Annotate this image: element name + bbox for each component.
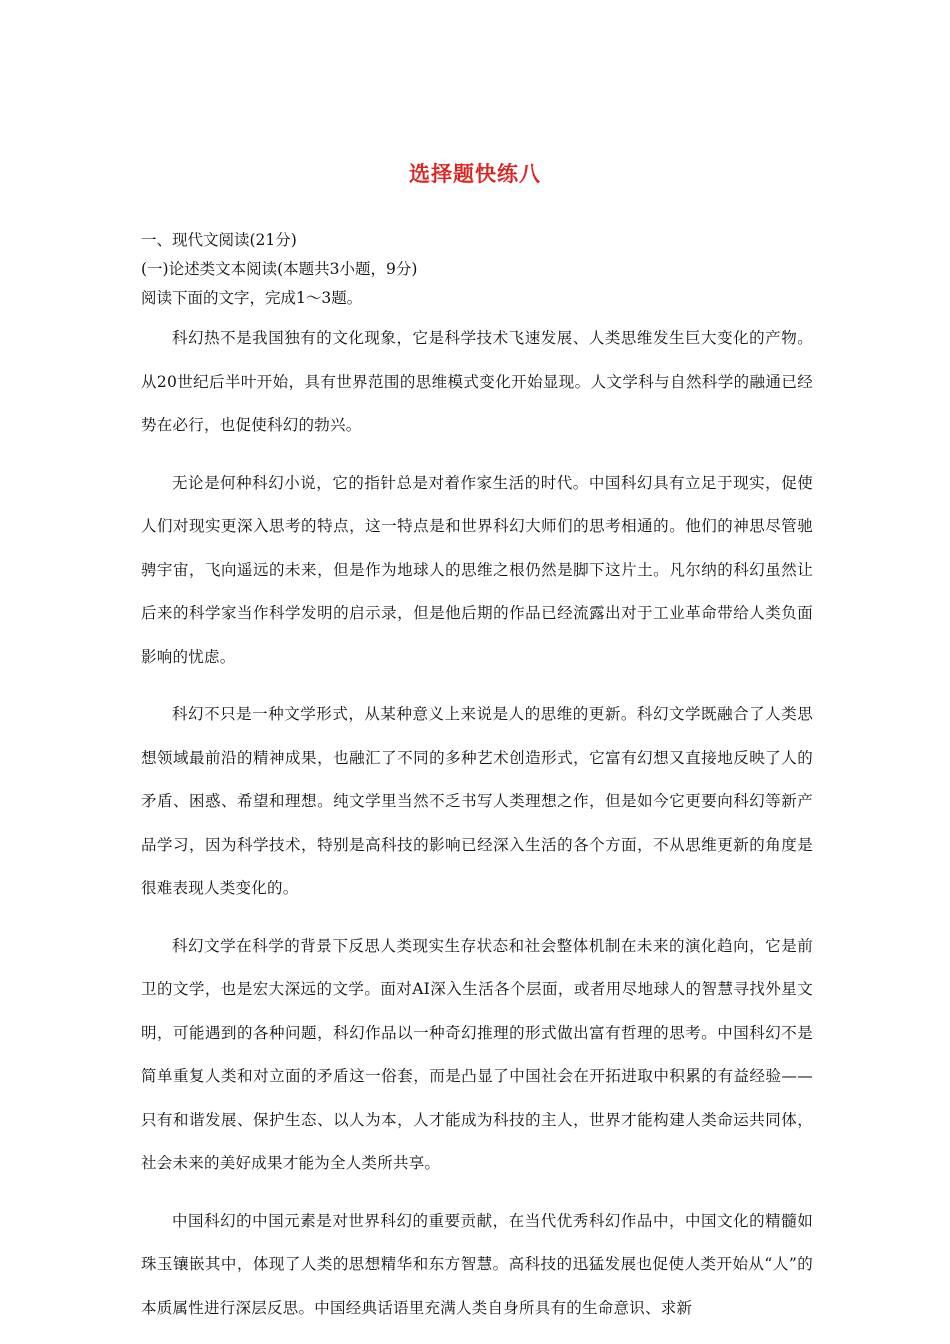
subsection-heading: (一)论述类文本阅读(本题共3小题，9分) [141, 260, 418, 278]
paragraph: 科幻热不是我国独有的文化现象，它是科学技术飞速发展、人类思维发生巨大变化的产物。从20世纪后半叶开始，具有世界范围的思维模式变化开始显现。人文学科与自然科学的融通已经势在必行，也促使科幻的勃兴。 [141, 329, 813, 434]
paragraph: 科幻不只是一种文学形式，从某种意义上来说是人的思维的更新。科幻文学既融合了人类思想领域最前沿的精神成果，也融汇了不同的多种艺术创造形式，它富有幻想又直接地反映了人的矛盾、困惑、希望和理想。纯文学里当然不乏书写人类理想之作，但是如今它更要向科幻等新产品学习，因为科学技术，特别是高科技的影响已经深入生活的各个方面，不从思维更新的角度是很难表现人类变化的。 [141, 705, 813, 897]
document-title: 选择题快练八 [409, 162, 541, 186]
document-body [141, 226, 813, 1330]
reading-instruction: 阅读下面的文字，完成1～3题。 [141, 289, 363, 307]
paragraph: 中国科幻的中国元素是对世界科幻的重要贡献，在当代优秀科幻作品中，中国文化的精髓如珠玉镶嵌其中，体现了人类的思想精华和东方智慧。高科技的迅猛发展也促使人类开始从“人”的本质属性进行深层反思。中国经典话语里充满人类自身所具有的生命意识、求新 [141, 1211, 813, 1317]
section-heading: 一、现代文阅读(21分) [141, 231, 297, 249]
paragraph: 无论是何种科幻小说，它的指针总是对着作家生活的时代。中国科幻具有立足于现实，促使人们对现实更深入思考的特点，这一特点是和世界科幻大师们的思考相通的。他们的神思尽管驰骋宇宙，飞向遥远的未来，但是作为地球人的思维之根仍然是脚下这片土。凡尔纳的科幻虽然让后来的科学家当作科学发明的启示录，但是他后期的作品已经流露出对于工业革命带给人类负面影响的忧虑。 [141, 473, 813, 666]
paragraph: 科幻文学在科学的背景下反思人类现实生存状态和社会整体机制在未来的演化趋向，它是前卫的文学，也是宏大深远的文学。面对AI深入生活各个层面，或者用尽地球人的智慧寻找外星文明，可能遇到的各种问题，科幻作品以一种奇幻推理的形式做出富有哲理的思考。中国科幻不是简单重复人类和对立面的矛盾这一俗套，而是凸显了中国社会在开拓进取中积累的有益经验——只有和谐发展、保护生态、以人为本，人才能成为科技的主人，世界才能构建人类命运共同体，社会未来的美好成果才能为全人类所共享。 [141, 936, 813, 1172]
